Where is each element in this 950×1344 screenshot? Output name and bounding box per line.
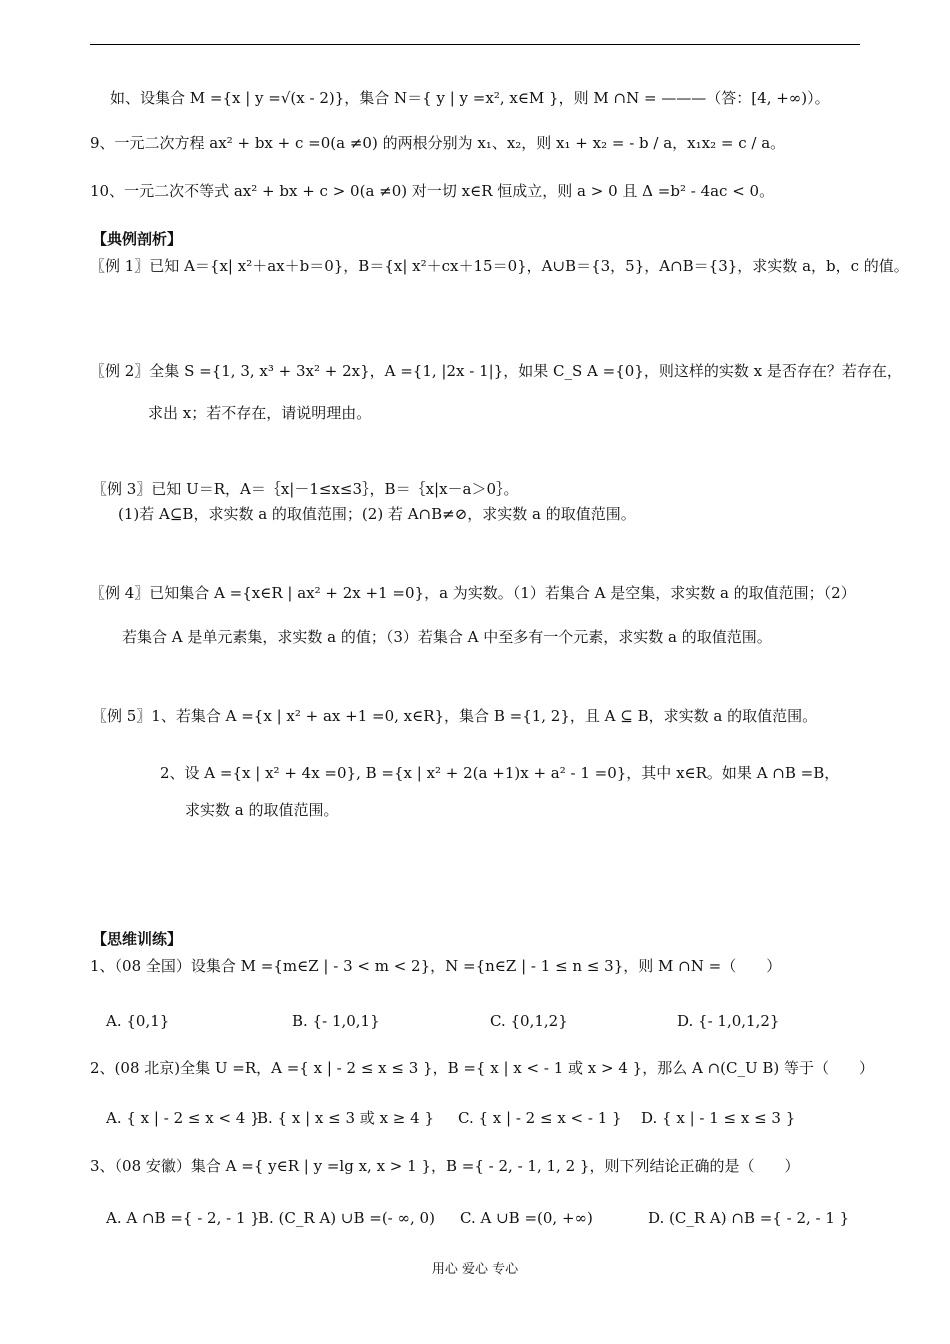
header-rule: [90, 44, 860, 45]
item-example-intersection: 如、设集合 M ={x | y =√(x - 2)}，集合 N＝{ y | y =x², x∈M }，则 M ∩N = ———（答：[4, +∞)）。: [110, 89, 830, 107]
section-heading-examples: 【典例剖析】: [92, 230, 183, 248]
question-1-choice-b: B. {- 1,0,1}: [292, 1012, 380, 1030]
question-1: 1、（08 全国）设集合 M ={m∈Z | - 3 < m < 2}，N ={n∈Z | - 1 ≤ n ≤ 3}，则 M ∩N =（ ）: [90, 957, 782, 975]
example-3-line-1: 〖例 3〗已知 U＝R，A＝｛x|－1≤x≤3｝，B＝｛x|x－a＞0｝。: [92, 480, 519, 498]
question-2-choice-d: D. { x | - 1 ≤ x ≤ 3 }: [641, 1109, 796, 1127]
example-2-line-2: 求出 x；若不存在，请说明理由。: [148, 404, 372, 422]
example-3-line-2: (1)若 A⊆B，求实数 a 的取值范围；(2) 若 A∩B≠⊘，求实数 a 的取值范围。: [118, 505, 636, 523]
example-4-line-1: 〖例 4〗已知集合 A ={x∈R | ax² + 2x +1 =0}，a 为实数。（1）若集合 A 是空集，求实数 a 的取值范围；（2）: [90, 584, 856, 602]
question-1-choice-d: D. {- 1,0,1,2}: [677, 1012, 780, 1030]
question-2-choice-a: A. { x | - 2 ≤ x < 4 }: [106, 1109, 260, 1127]
example-5-part-1: 〖例 5〗1、若集合 A ={x | x² + ax +1 =0, x∈R}，集合 B ={1, 2}，且 A ⊆ B，求实数 a 的取值范围。: [92, 707, 818, 725]
question-2-choice-c: C. { x | - 2 ≤ x < - 1 }: [458, 1109, 622, 1127]
example-4-line-2: 若集合 A 是单元素集，求实数 a 的值；（3）若集合 A 中至多有一个元素，求实数 a 的取值范围。: [122, 628, 772, 646]
question-3-choice-c: C. A ∪B =(0, +∞): [460, 1209, 593, 1227]
page-footer: 用心 爱心 专心: [431, 1262, 519, 1277]
example-2-line-1: 〖例 2〗全集 S ={1, 3, x³ + 3x² + 2x}，A ={1, |2x - 1|}，如果 C_S A ={0}，则这样的实数 x 是否存在？若存在，: [90, 362, 902, 380]
question-3-choice-b: B. (C_R A) ∪B =(- ∞, 0): [258, 1209, 435, 1227]
question-2: 2、(08 北京)全集 U =R，A ={ x | - 2 ≤ x ≤ 3 }，B ={ x | x < - 1 或 x > 4 }，那么 A ∩(C_U B) 等于（ ）: [90, 1059, 875, 1077]
example-5-part-2-line-2: 求实数 a 的取值范围。: [185, 801, 339, 819]
question-3-choice-a: A. A ∩B ={ - 2, - 1 }: [106, 1209, 260, 1227]
question-2-choice-b: B. { x | x ≤ 3 或 x ≥ 4 }: [257, 1109, 434, 1127]
question-3-choice-d: D. (C_R A) ∩B ={ - 2, - 1 }: [648, 1209, 850, 1227]
example-5-part-2-line-1: 2、设 A ={x | x² + 4x =0}, B ={x | x² + 2(a +1)x + a² - 1 =0}，其中 x∈R。如果 A ∩B =B，: [160, 764, 840, 782]
item-10-quadratic-inequality: 10、一元二次不等式 ax² + bx + c > 0(a ≠0) 对一切 x∈R 恒成立，则 a > 0 且 Δ =b² - 4ac < 0。: [90, 182, 775, 200]
question-1-choice-c: C. {0,1,2}: [490, 1012, 568, 1030]
example-1: 〖例 1〗已知 A＝{x| x²＋ax＋b＝0}，B＝{x| x²＋cx＋15＝0}，A∪B＝{3，5}，A∩B＝{3}，求实数 a，b，c 的值。: [90, 257, 909, 275]
question-1-choice-a: A. {0,1}: [106, 1012, 170, 1030]
section-heading-training: 【思维训练】: [92, 930, 183, 948]
item-9-quadratic-roots: 9、一元二次方程 ax² + bx + c =0(a ≠0) 的两根分别为 x₁、x₂，则 x₁ + x₂ = - b / a，x₁x₂ = c / a。: [90, 134, 786, 152]
question-3: 3、（08 安徽）集合 A ={ y∈R | y =lg x, x > 1 }，B ={ - 2, - 1, 1, 2 }，则下列结论正确的是（ ）: [90, 1157, 800, 1175]
